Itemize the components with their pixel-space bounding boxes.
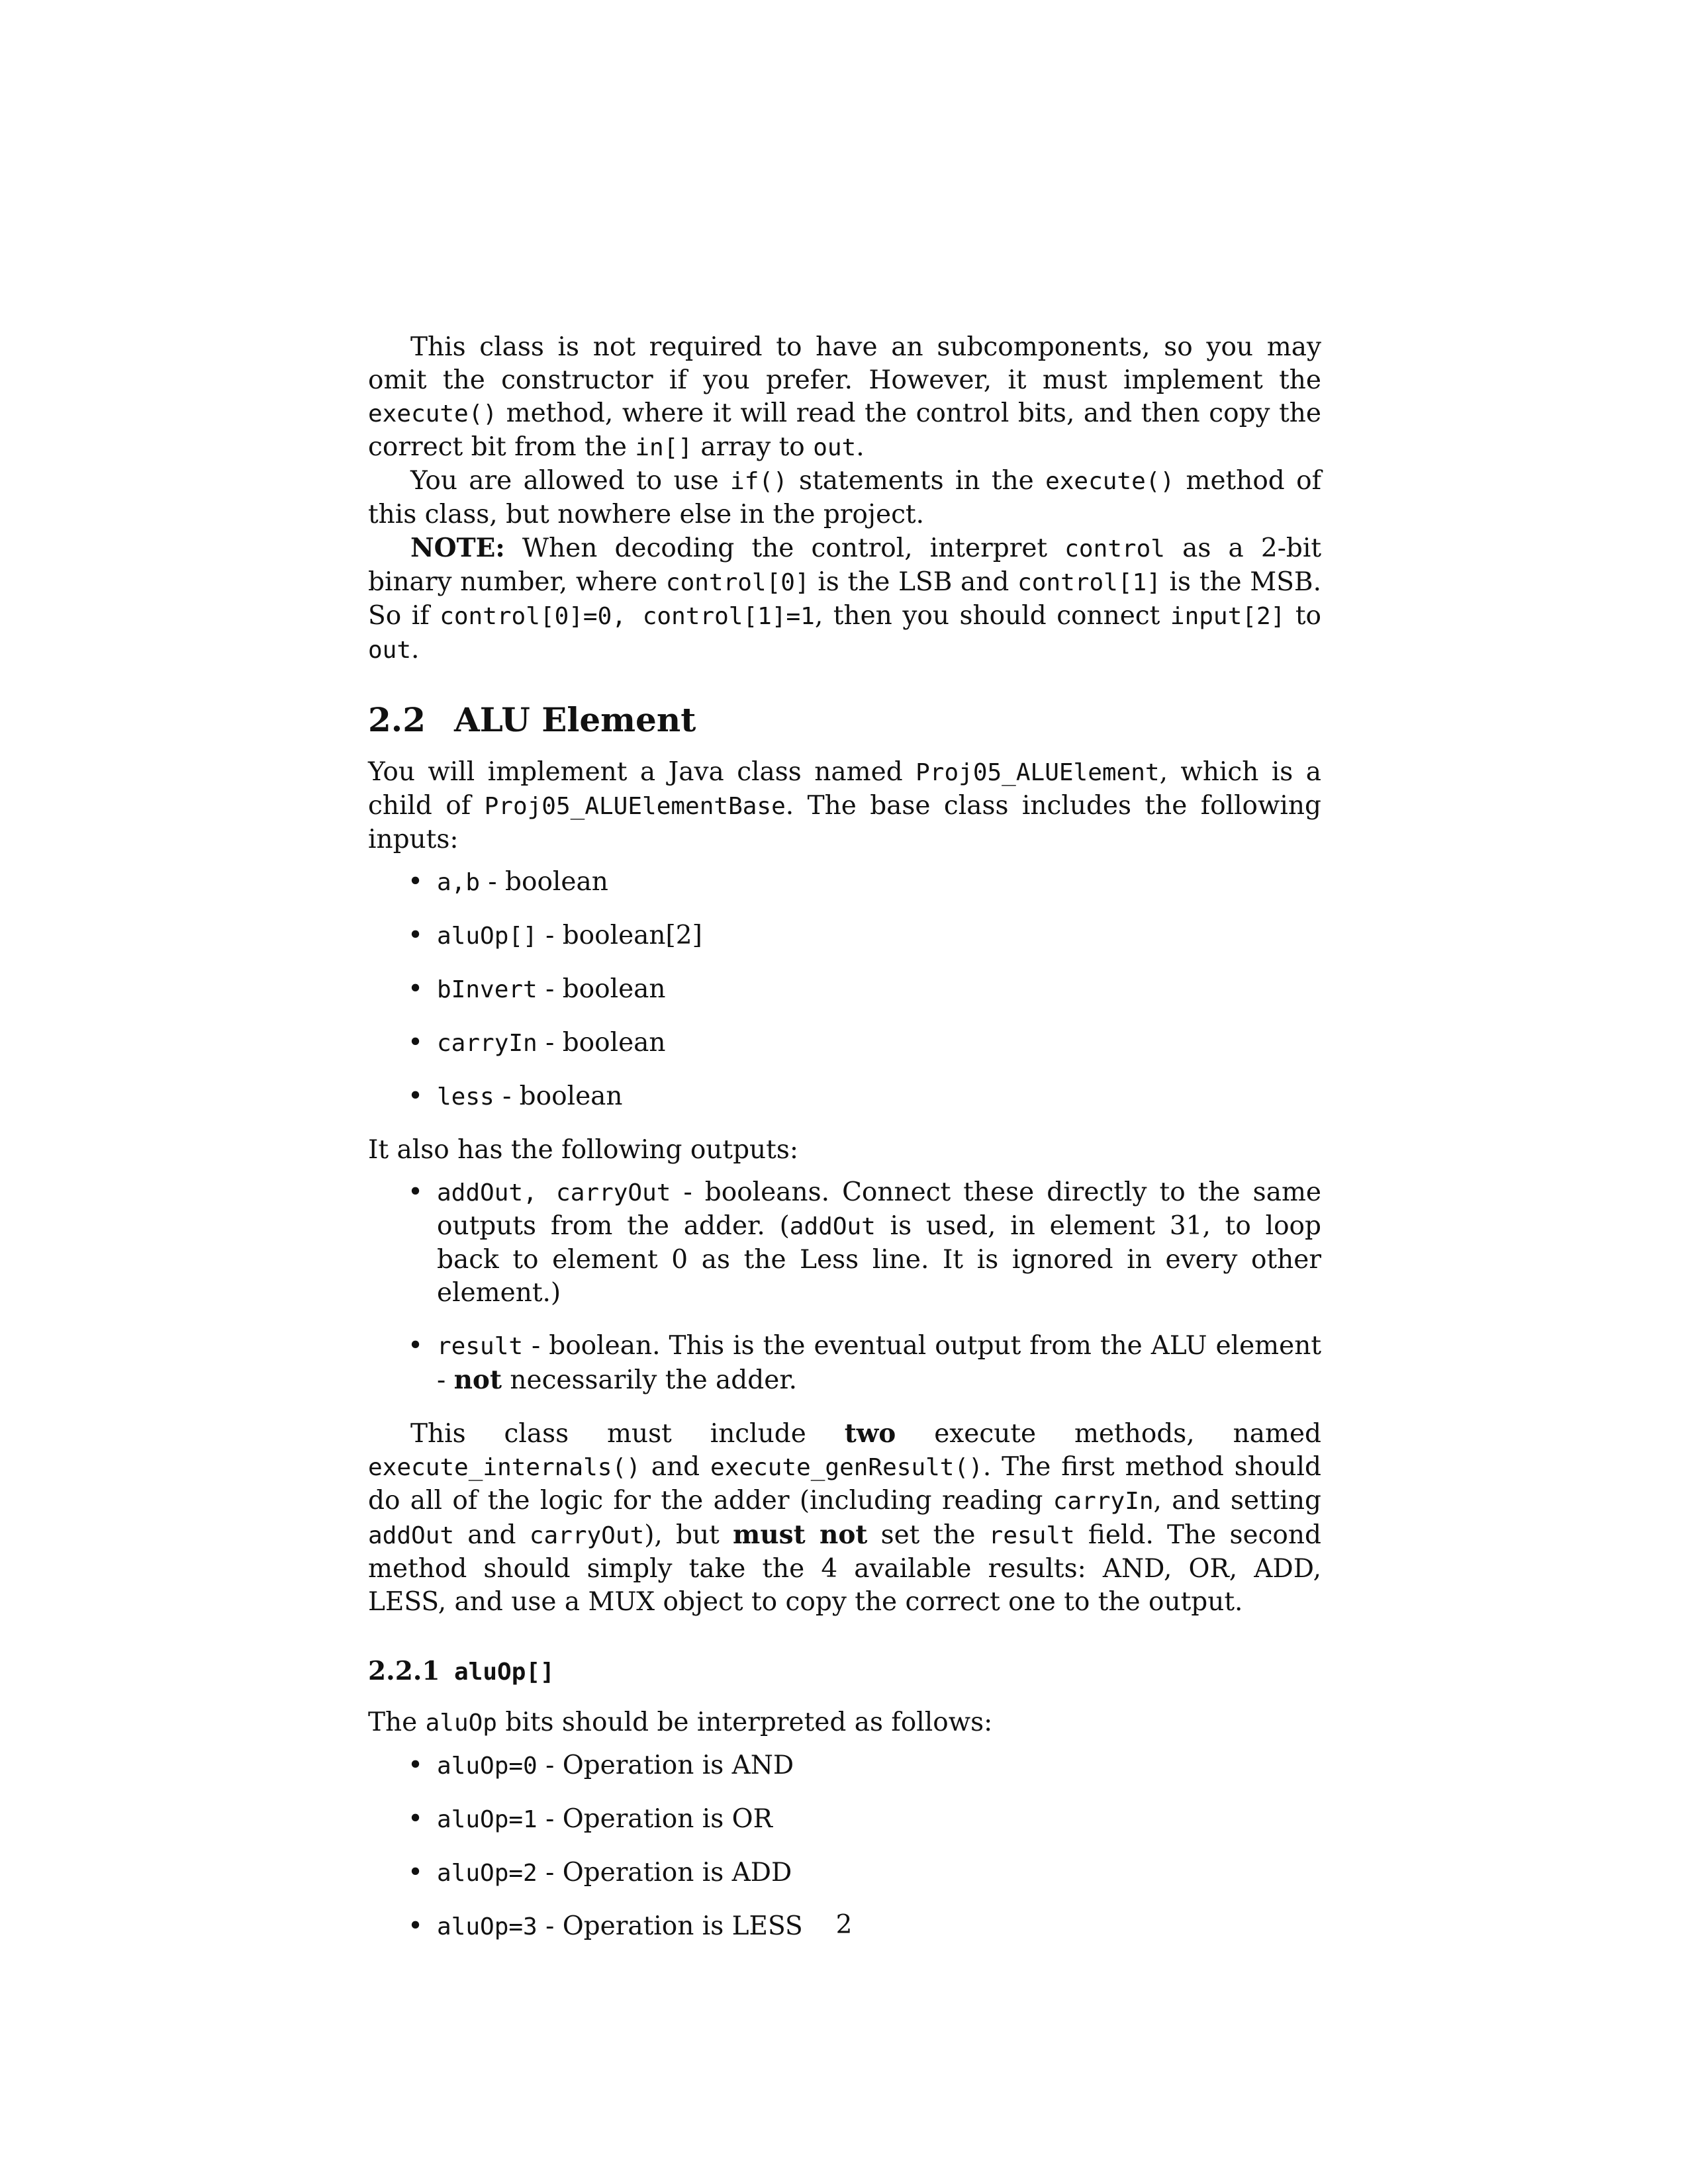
text: is the LSB and <box>809 567 1018 597</box>
aluop-description: - Operation is LESS <box>537 1911 803 1941</box>
text: array to <box>692 432 814 462</box>
text: This class is not required to have an subcomponents, so you may omit the constructor if you prefer. However, it must implement the <box>368 332 1321 395</box>
note-label: NOTE: <box>410 533 505 563</box>
text: - boolean. This is the eventual output from the ALU element - <box>437 1331 1321 1395</box>
aluop-description: - Operation is AND <box>537 1751 794 1780</box>
code-carryout: carryOut <box>529 1522 645 1549</box>
text: ), but <box>644 1520 733 1550</box>
list-item <box>408 1080 1321 1114</box>
section-number: 2.2 <box>368 700 426 739</box>
output-name: addOut, carryOut <box>437 1179 671 1206</box>
code-base-class-name: Proj05_ALUElementBase <box>484 793 786 820</box>
code-addout: addOut <box>789 1213 876 1240</box>
subsection-title: aluOp[] <box>454 1659 555 1686</box>
section-title: ALU Element <box>454 700 696 739</box>
input-name: a,b <box>437 869 481 896</box>
code-result: result <box>988 1522 1075 1549</box>
code-input-2: input[2] <box>1170 603 1286 630</box>
bullet-icon: • <box>408 1804 424 1834</box>
input-type: - boolean <box>537 1028 666 1058</box>
text: - booleans. Connect these directly to the same outputs from the adder. ( <box>437 1177 1322 1241</box>
input-type: - boolean <box>494 1081 623 1111</box>
input-name: carryIn <box>437 1030 538 1057</box>
emphasis-must-not: must not <box>733 1520 868 1550</box>
section-paragraph-1 <box>368 756 1321 856</box>
text: as a 2-bit binary number, where <box>368 533 1321 597</box>
text: to <box>1285 601 1321 631</box>
list-item <box>408 919 1321 953</box>
code-control-0: control[0] <box>665 569 810 596</box>
aluop-value: aluOp=1 <box>437 1806 538 1833</box>
list-item <box>408 1803 1321 1837</box>
text: , and setting <box>1153 1486 1321 1516</box>
text: , which is a child of <box>368 757 1321 821</box>
text: and <box>454 1520 530 1550</box>
text: This class must include <box>410 1419 845 1449</box>
text: . <box>411 635 420 664</box>
code-carryin: carryIn <box>1053 1488 1154 1515</box>
code-out: out <box>368 637 412 664</box>
code-aluop: aluOp <box>425 1709 497 1737</box>
text: bits should be interpreted as follows: <box>496 1707 993 1737</box>
text: You are allowed to use <box>410 466 731 496</box>
aluop-description: - Operation is ADD <box>537 1858 792 1888</box>
output-name: result <box>437 1333 524 1360</box>
input-type: - boolean <box>480 867 608 897</box>
list-item <box>408 1330 1321 1397</box>
aluop-description: - Operation is OR <box>537 1804 773 1834</box>
subsection-intro <box>368 1706 1321 1740</box>
text: statements in the <box>787 466 1046 496</box>
bullet-icon: • <box>408 1331 424 1361</box>
aluop-value: aluOp=3 <box>437 1913 538 1940</box>
bullet-icon: • <box>408 1911 424 1941</box>
outputs-list <box>368 1176 1321 1397</box>
list-item <box>408 1856 1321 1890</box>
aluop-value: aluOp=0 <box>437 1752 538 1780</box>
intro-paragraph-1 <box>368 331 1321 465</box>
code-execute-internals: execute_internals() <box>368 1454 641 1481</box>
list-item <box>408 1026 1321 1060</box>
text: method, where it will read the control bits, and then copy the correct bit from the <box>368 398 1321 462</box>
text: set the <box>867 1520 989 1550</box>
section-heading <box>368 700 1321 740</box>
code-in-array: in[] <box>635 434 693 461</box>
bullet-icon: • <box>408 1028 424 1058</box>
text: method of this class, but nowhere else in the project. <box>368 466 1322 529</box>
section-paragraph-2 <box>368 1417 1321 1619</box>
code-control: control <box>1064 535 1165 563</box>
text: . The base class includes the following inputs: <box>368 791 1321 854</box>
emphasis-two: two <box>844 1418 896 1449</box>
code-control-example: control[0]=0, control[1]=1 <box>440 603 815 630</box>
list-item <box>408 1749 1321 1783</box>
outputs-intro: It also has the following outputs: <box>368 1135 798 1165</box>
code-execute: execute() <box>368 400 498 428</box>
page-number: 2 <box>835 1910 853 1940</box>
bullet-icon: • <box>408 1177 424 1207</box>
subsection-heading <box>368 1655 1321 1689</box>
text: . <box>856 432 865 462</box>
document-page <box>368 331 1321 1964</box>
intro-paragraph-3 <box>368 531 1321 667</box>
code-class-name: Proj05_ALUElement <box>915 759 1160 786</box>
inputs-list <box>368 866 1321 1114</box>
bullet-icon: • <box>408 974 424 1004</box>
text: When decoding the control, interpret <box>504 533 1065 563</box>
input-name: bInvert <box>437 976 538 1003</box>
input-type: - boolean <box>537 974 666 1004</box>
code-execute-genresult: execute_genResult() <box>710 1454 983 1481</box>
text: , then you should connect <box>814 601 1170 631</box>
text: You will implement a Java class named <box>368 757 916 787</box>
text: is used, in element 31, to loop back to element 0 as the Less line. It is ignored in every other element.) <box>437 1211 1321 1308</box>
text: is the MSB. So if <box>368 567 1321 631</box>
aluop-value: aluOp=2 <box>437 1860 538 1887</box>
list-item <box>408 1176 1322 1310</box>
input-name: less <box>437 1083 494 1111</box>
input-name: aluOp[] <box>437 923 538 950</box>
code-addout: addOut <box>368 1522 455 1549</box>
text: The <box>368 1707 426 1737</box>
code-control-1: control[1] <box>1017 569 1161 596</box>
text: . The first method should do all of the logic for the adder (including reading <box>368 1452 1321 1516</box>
subsection-number: 2.2.1 <box>368 1656 440 1686</box>
list-item <box>408 866 1321 899</box>
bullet-icon: • <box>408 1751 424 1780</box>
text: execute methods, named <box>896 1419 1322 1449</box>
code-execute: execute() <box>1045 468 1175 495</box>
text: and <box>640 1452 711 1482</box>
input-type: - boolean[2] <box>537 921 702 950</box>
list-item <box>408 973 1321 1007</box>
text: necessarily the adder. <box>501 1365 798 1395</box>
code-if: if() <box>730 468 788 495</box>
text: field. The second method should simply take the 4 available results: AND, OR, ADD, LESS, and use a MUX object to copy the correct one to the output. <box>368 1520 1321 1617</box>
code-out: out <box>813 434 857 461</box>
intro-paragraph-2 <box>368 465 1321 531</box>
bullet-icon: • <box>408 1081 424 1111</box>
bullet-icon: • <box>408 867 424 897</box>
emphasis-not: not <box>453 1365 502 1395</box>
bullet-icon: • <box>408 921 424 950</box>
bullet-icon: • <box>408 1858 424 1888</box>
